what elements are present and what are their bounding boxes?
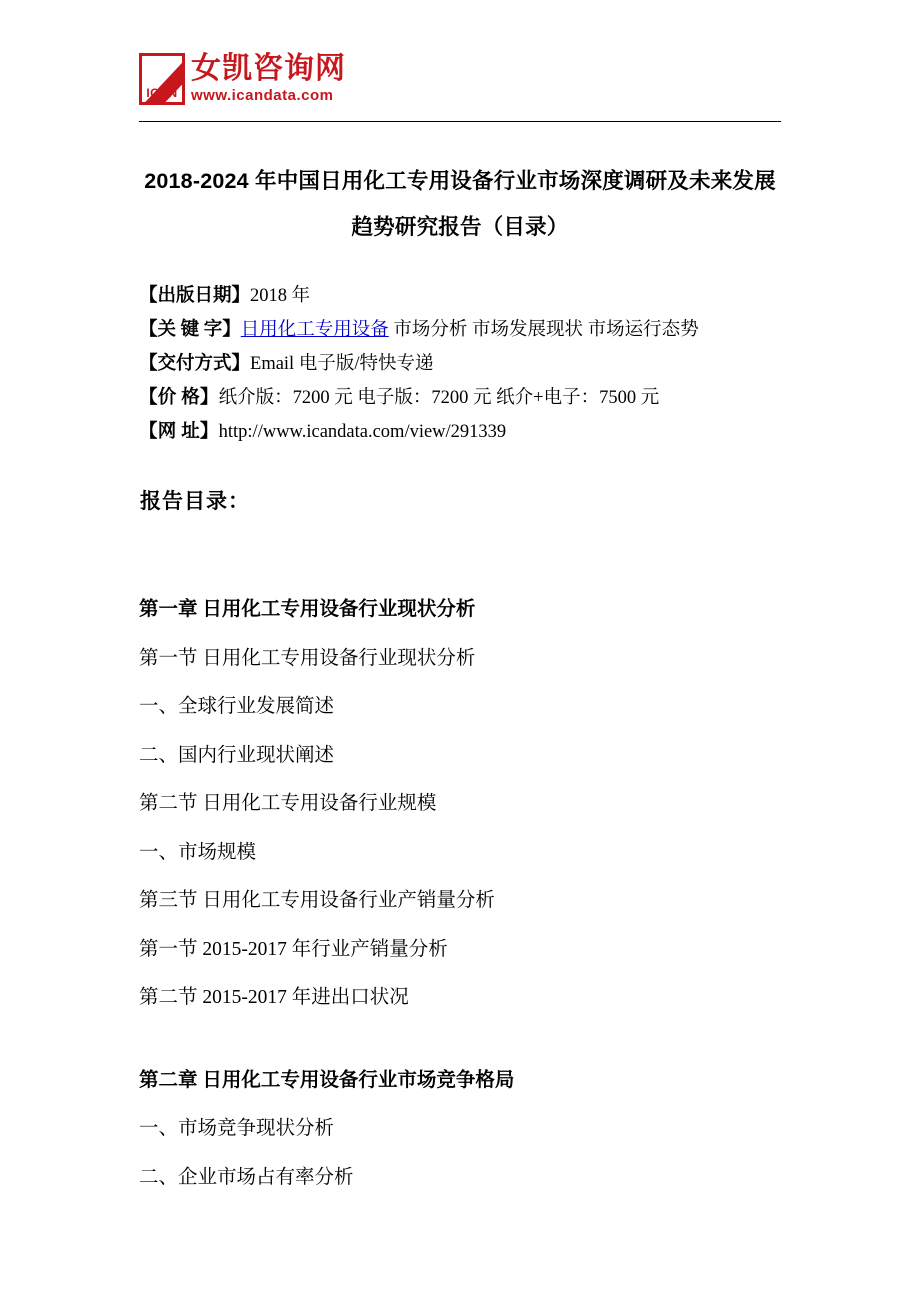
toc-item-1-2[interactable]: 第二节 日用化工专用设备行业规模 [139,793,437,814]
toc-item-chapter-1[interactable]: 第一章 日用化工专用设备行业现状分析 [139,599,476,620]
toc-item-2-1[interactable]: 一、市场竞争现状分析 [139,1118,335,1139]
logo-text [191,52,346,106]
header-divider [139,121,781,122]
meta-value-url: http://www.icandata.com/view/291339 [218,422,507,442]
logo-mark-text: ICAN [146,86,178,100]
meta-row-url [139,415,799,449]
meta-label-publish-date: 【出版日期】 [139,286,251,306]
toc-item-1-1-a[interactable]: 一、全球行业发展简述 [139,696,335,717]
keyword-link[interactable]: 日用化工专用设备 [240,320,389,340]
meta-row-delivery [139,347,799,381]
meta-value-price: 纸介版：7200 元 电子版：7200 元 纸介+电子：7500 元 [218,388,660,408]
site-logo-header [139,48,781,120]
logo-brand-cn: 女凯咨询网 [191,52,346,85]
meta-label-delivery: 【交付方式】 [139,354,251,374]
meta-label-keywords: 【关 键 字】 [139,320,241,340]
page-title: 2018-2024 年中国日用化工专用设备行业市场深度调研及未来发展趋势研究报告（目录） [144,169,776,239]
toc-item-2-2[interactable]: 二、企业市场占有率分析 [139,1166,354,1188]
toc-item-chapter-2[interactable]: 第二章 日用化工专用设备行业市场竞争格局 [139,1069,515,1091]
toc-item-1-3[interactable]: 第三节 日用化工专用设备行业产销量分析 [139,890,495,911]
meta-label-price: 【价 格】 [139,388,219,408]
toc-list [139,552,799,1202]
toc-item-1-3-a[interactable]: 第一节 2015-2017 年行业产销量分析 [139,938,448,960]
meta-value-publish-date: 2018 年 [250,286,311,306]
meta-value-keywords: 市场分析 市场发展现状 市场运行态势 [388,320,699,340]
meta-value-delivery: Email 电子版/特快专递 [250,354,434,374]
toc-item-1-3-b[interactable]: 第二节 2015-2017 年进出口状况 [139,987,409,1008]
toc-heading: 报告目录： [140,489,250,513]
toc-item-1-2-a[interactable]: 一、市场规模 [139,841,257,863]
meta-block [139,279,799,449]
meta-row-publish-date [139,279,799,313]
meta-row-price [139,381,799,415]
logo-mark-icon [139,53,185,105]
toc-item-1-1[interactable]: 第一节 日用化工专用设备行业现状分析 [139,647,476,669]
logo [139,48,781,110]
meta-label-url: 【网 址】 [139,422,219,442]
meta-row-keywords [139,313,799,347]
toc-item-1-1-b[interactable]: 二、国内行业现状阐述 [139,744,335,766]
logo-brand-url: www.icandata.com [191,87,334,104]
